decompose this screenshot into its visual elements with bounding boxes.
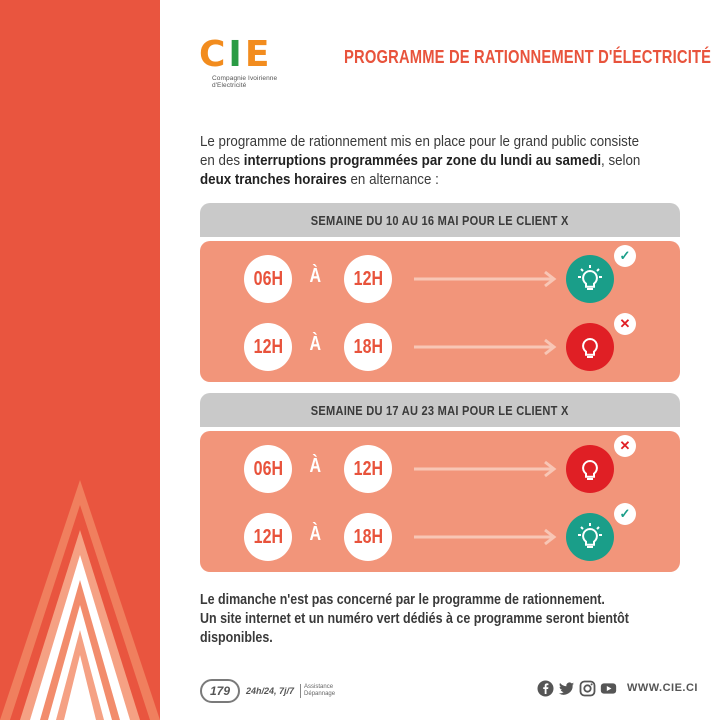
twitter-icon[interactable] bbox=[558, 680, 575, 697]
assist-label: Assistance bbox=[304, 684, 334, 690]
slot-start-label: 12H bbox=[253, 335, 283, 358]
logo-letter-c: C bbox=[199, 34, 226, 75]
footer-note bbox=[200, 591, 630, 648]
arrow-right-icon bbox=[414, 269, 559, 289]
contact-block bbox=[200, 676, 335, 706]
page-title: PROGRAMME DE RATIONNEMENT D'ÉLECTRICITÉ bbox=[344, 47, 712, 67]
arrow-right-icon bbox=[414, 527, 559, 547]
cross-icon: ✕ bbox=[614, 435, 636, 457]
logo-letter-i: I bbox=[228, 34, 242, 75]
intro-text-1: Le programme de rationnement mis en place pour le grand public consiste en des bbox=[200, 134, 639, 169]
week-1-header-label: SEMAINE DU 10 AU 16 MAI POUR LE CLIENT X bbox=[311, 212, 569, 228]
footer-line-1: Le dimanche n'est pas concerné par le programme de rationnement. bbox=[200, 592, 605, 608]
lightbulb-off-icon bbox=[566, 323, 614, 371]
decorative-chevrons bbox=[0, 460, 160, 720]
cross-icon: ✕ bbox=[614, 313, 636, 335]
lightbulb-off-icon bbox=[566, 445, 614, 493]
slot-start-label: 12H bbox=[253, 525, 283, 548]
arrow-right-icon bbox=[414, 459, 559, 479]
week-2-slot-1 bbox=[200, 439, 680, 499]
week-2-header bbox=[200, 393, 680, 427]
social-links bbox=[537, 678, 698, 698]
slot-separator: À bbox=[309, 523, 322, 545]
intro-text-3: en alternance : bbox=[346, 172, 439, 188]
lightbulb-on-icon bbox=[566, 513, 614, 561]
lightbulb-on-icon bbox=[566, 255, 614, 303]
slot-start-label: 06H bbox=[253, 267, 283, 290]
slot-separator: À bbox=[309, 265, 322, 287]
slot-end-time bbox=[344, 323, 392, 371]
slot-start-time bbox=[244, 255, 292, 303]
week-1-slot-1 bbox=[200, 249, 680, 309]
slot-separator: À bbox=[309, 333, 322, 355]
footer-line-2: Un site internet et un numéro vert dédiés à ce programme seront bientôt disponibles. bbox=[200, 611, 629, 646]
arrow-right-icon bbox=[414, 337, 559, 357]
slot-end-label: 18H bbox=[353, 525, 383, 548]
logo-letter-e: E bbox=[244, 34, 270, 75]
slot-start-time bbox=[244, 445, 292, 493]
week-2-slot-2 bbox=[200, 507, 680, 567]
slot-start-time bbox=[244, 513, 292, 561]
instagram-icon[interactable] bbox=[579, 680, 596, 697]
repair-label: Dépannage bbox=[304, 691, 336, 697]
youtube-icon[interactable] bbox=[600, 680, 617, 697]
slot-separator: À bbox=[309, 455, 322, 477]
slot-end-label: 12H bbox=[353, 457, 383, 480]
slot-end-label: 18H bbox=[353, 335, 383, 358]
facebook-icon[interactable] bbox=[537, 680, 554, 697]
slot-start-label: 06H bbox=[253, 457, 283, 480]
logo-tagline: Compagnie Ivoirienne d'Electricité bbox=[212, 75, 278, 89]
check-icon: ✓ bbox=[614, 503, 636, 525]
slot-start-time bbox=[244, 323, 292, 371]
intro-text-2: , selon bbox=[601, 153, 641, 169]
week-1-slot-2 bbox=[200, 317, 680, 377]
decorative-side-band bbox=[0, 0, 160, 720]
week-1-header bbox=[200, 203, 680, 237]
intro-paragraph bbox=[200, 133, 651, 190]
slot-end-time bbox=[344, 445, 392, 493]
hotline-number[interactable]: 179 bbox=[200, 679, 240, 703]
week-2-header-label: SEMAINE DU 17 AU 23 MAI POUR LE CLIENT X bbox=[311, 402, 569, 418]
cie-logo bbox=[199, 33, 299, 93]
hotline-hours: 24h/24, 7j/7 bbox=[246, 686, 295, 696]
slot-end-time bbox=[344, 513, 392, 561]
check-icon: ✓ bbox=[614, 245, 636, 267]
intro-bold-1: interruptions programmées par zone du lundi au samedi bbox=[243, 153, 602, 169]
hotline-services bbox=[300, 684, 335, 698]
intro-bold-2: deux tranches horaires bbox=[200, 172, 347, 188]
slot-end-time bbox=[344, 255, 392, 303]
slot-end-label: 12H bbox=[353, 267, 383, 290]
website-link[interactable]: WWW.CIE.CI bbox=[627, 682, 698, 694]
